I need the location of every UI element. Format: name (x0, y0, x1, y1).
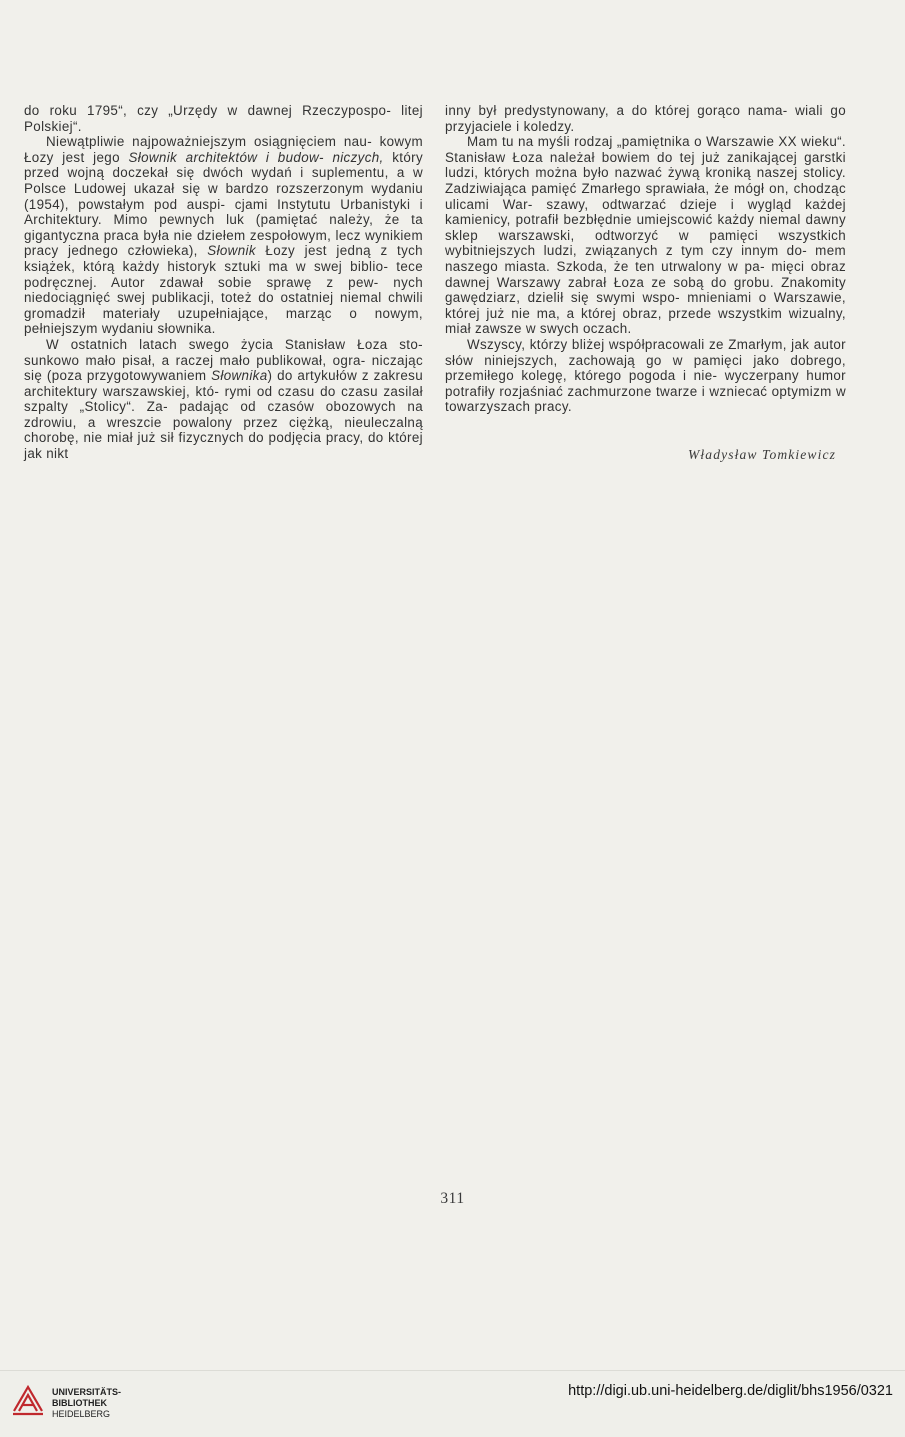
library-name-line-2: BIBLIOTHEK (52, 1398, 107, 1408)
library-name-line-1: UNIVERSITÄTS- (52, 1387, 122, 1397)
left-p2-slownik-italic: Słownik (207, 243, 256, 259)
left-paragraph-2 (24, 134, 423, 337)
left-p1-text: do roku 1795“, czy „Urzędy w dawnej Rzeczypospo- litej Polskiej“. (24, 103, 423, 134)
left-p3-slownika-italic: Słownika (211, 368, 268, 384)
author-signature: Władysław Tomkiewicz (688, 447, 836, 462)
library-name-line-3: HEIDELBERG (52, 1409, 111, 1419)
right-column (445, 103, 846, 415)
footer-bar (0, 1370, 905, 1437)
library-name[interactable] (52, 1387, 121, 1420)
left-paragraph-1 (24, 103, 423, 134)
permalink-url[interactable]: http://digi.ub.uni-heidelberg.de/diglit/bhs1956/0321 (568, 1383, 893, 1399)
left-paragraph-3 (24, 337, 423, 462)
page-number: 311 (440, 1190, 465, 1207)
left-p2-title-italic: Słownik architektów i budow- niczych, (128, 149, 384, 165)
right-paragraph-1: inny był predystynowany, a do której gorąco nama- wiali go przyjaciele i koledzy. (445, 103, 846, 134)
left-p3-text-c: ) do artykułów z zakresu architektury warszawskiej, któ- rymi od czasu do czasu zasilał szpalty „Stolicy“. Za- padając od czasów obozowych na zdrowiu, a wreszcie powalony przez ciężką, nieuleczalną chorobę, nie miał już sił fizycznych do podjęcia pracy, do której jak nikt (24, 368, 423, 462)
left-p2-text-c: który przed wojną doczekał się dwóch wydań i suplementu, a w Polsce Ludowej ukazał się w bardzo rozszerzonym wydaniu (1954), powstałym pod auspi- cjami Instytutu Urbanistyki i Architektury. Mimo pewnych luk (pamiętać należy, że ta gigantyczna praca była nie dziełem zespołowym, lecz wynikiem pracy jednego człowieka), (24, 149, 424, 259)
left-p2-text-a: Niewątpliwie najpoważniejszym osiągnięciem nau- kowym Łozy jest jego (24, 134, 423, 165)
left-p2-text-e: Łozy jest jedną z tych książek, którą każdy historyk sztuki ma w swej biblio- tece podręcznej. Autor zdawał sobie sprawę z pew- nych niedociągnięć swej publikacji, toteż do ostatniej niemal chwili gromadził materiały uzupełniające, marząc o nowym, pełniejszym wydaniu słownika. (24, 243, 423, 337)
left-p3-text-a: W ostatnich latach swego życia Stanisław Łoza sto- sunkowo mało pisał, a raczej mało publikował, ogra- niczając się (poza przygotowywaniem (24, 336, 423, 384)
right-paragraph-3: Wszyscy, którzy bliżej współpracowali ze Zmarłym, jak autor słów niniejszych, zachowają go w pamięci jako dobrego, przemiłego kolegę, którego pogoda i nie- wyczerpany humor potrafiły rozjaśniać zachmurzone twarze i wzniecać optymizm w towarzyszach pracy. (445, 336, 846, 415)
left-column (24, 103, 423, 462)
university-library-logo-icon[interactable] (10, 1381, 46, 1417)
right-paragraph-2: Mam tu na myśli rodzaj „pamiętnika o Warszawie XX wieku“. Stanisław Łoza należał bowiem do tej już zanikającej garstki ludzi, których można było nazwać żywą kroniką naszej stolicy. Zadziwiająca pamięć Zmarłego sprawiała, że mógł on, chodząc ulicami War- szawy, odtwarzać dzieje i wygląd każdej kamienicy, potrafił bezbłędnie umiejscowić każdy niemal dawny sklep warszawski, odtworzyć w pamięci wszystkich wybitniejszych ludzi, związanych z tym czy innym do- mem naszego miasta. Szkoda, że ten utrwalony w pa- mięci obraz dawnej Warszawy zabrał Łoza ze sobą do grobu. Znakomity gawędziarz, dzielił się swymi wspo- mnieniami o Warszawie, której już nie ma, a której obraz, przede wszystkim wizualny, miał zawsze w swych oczach. (445, 134, 846, 337)
